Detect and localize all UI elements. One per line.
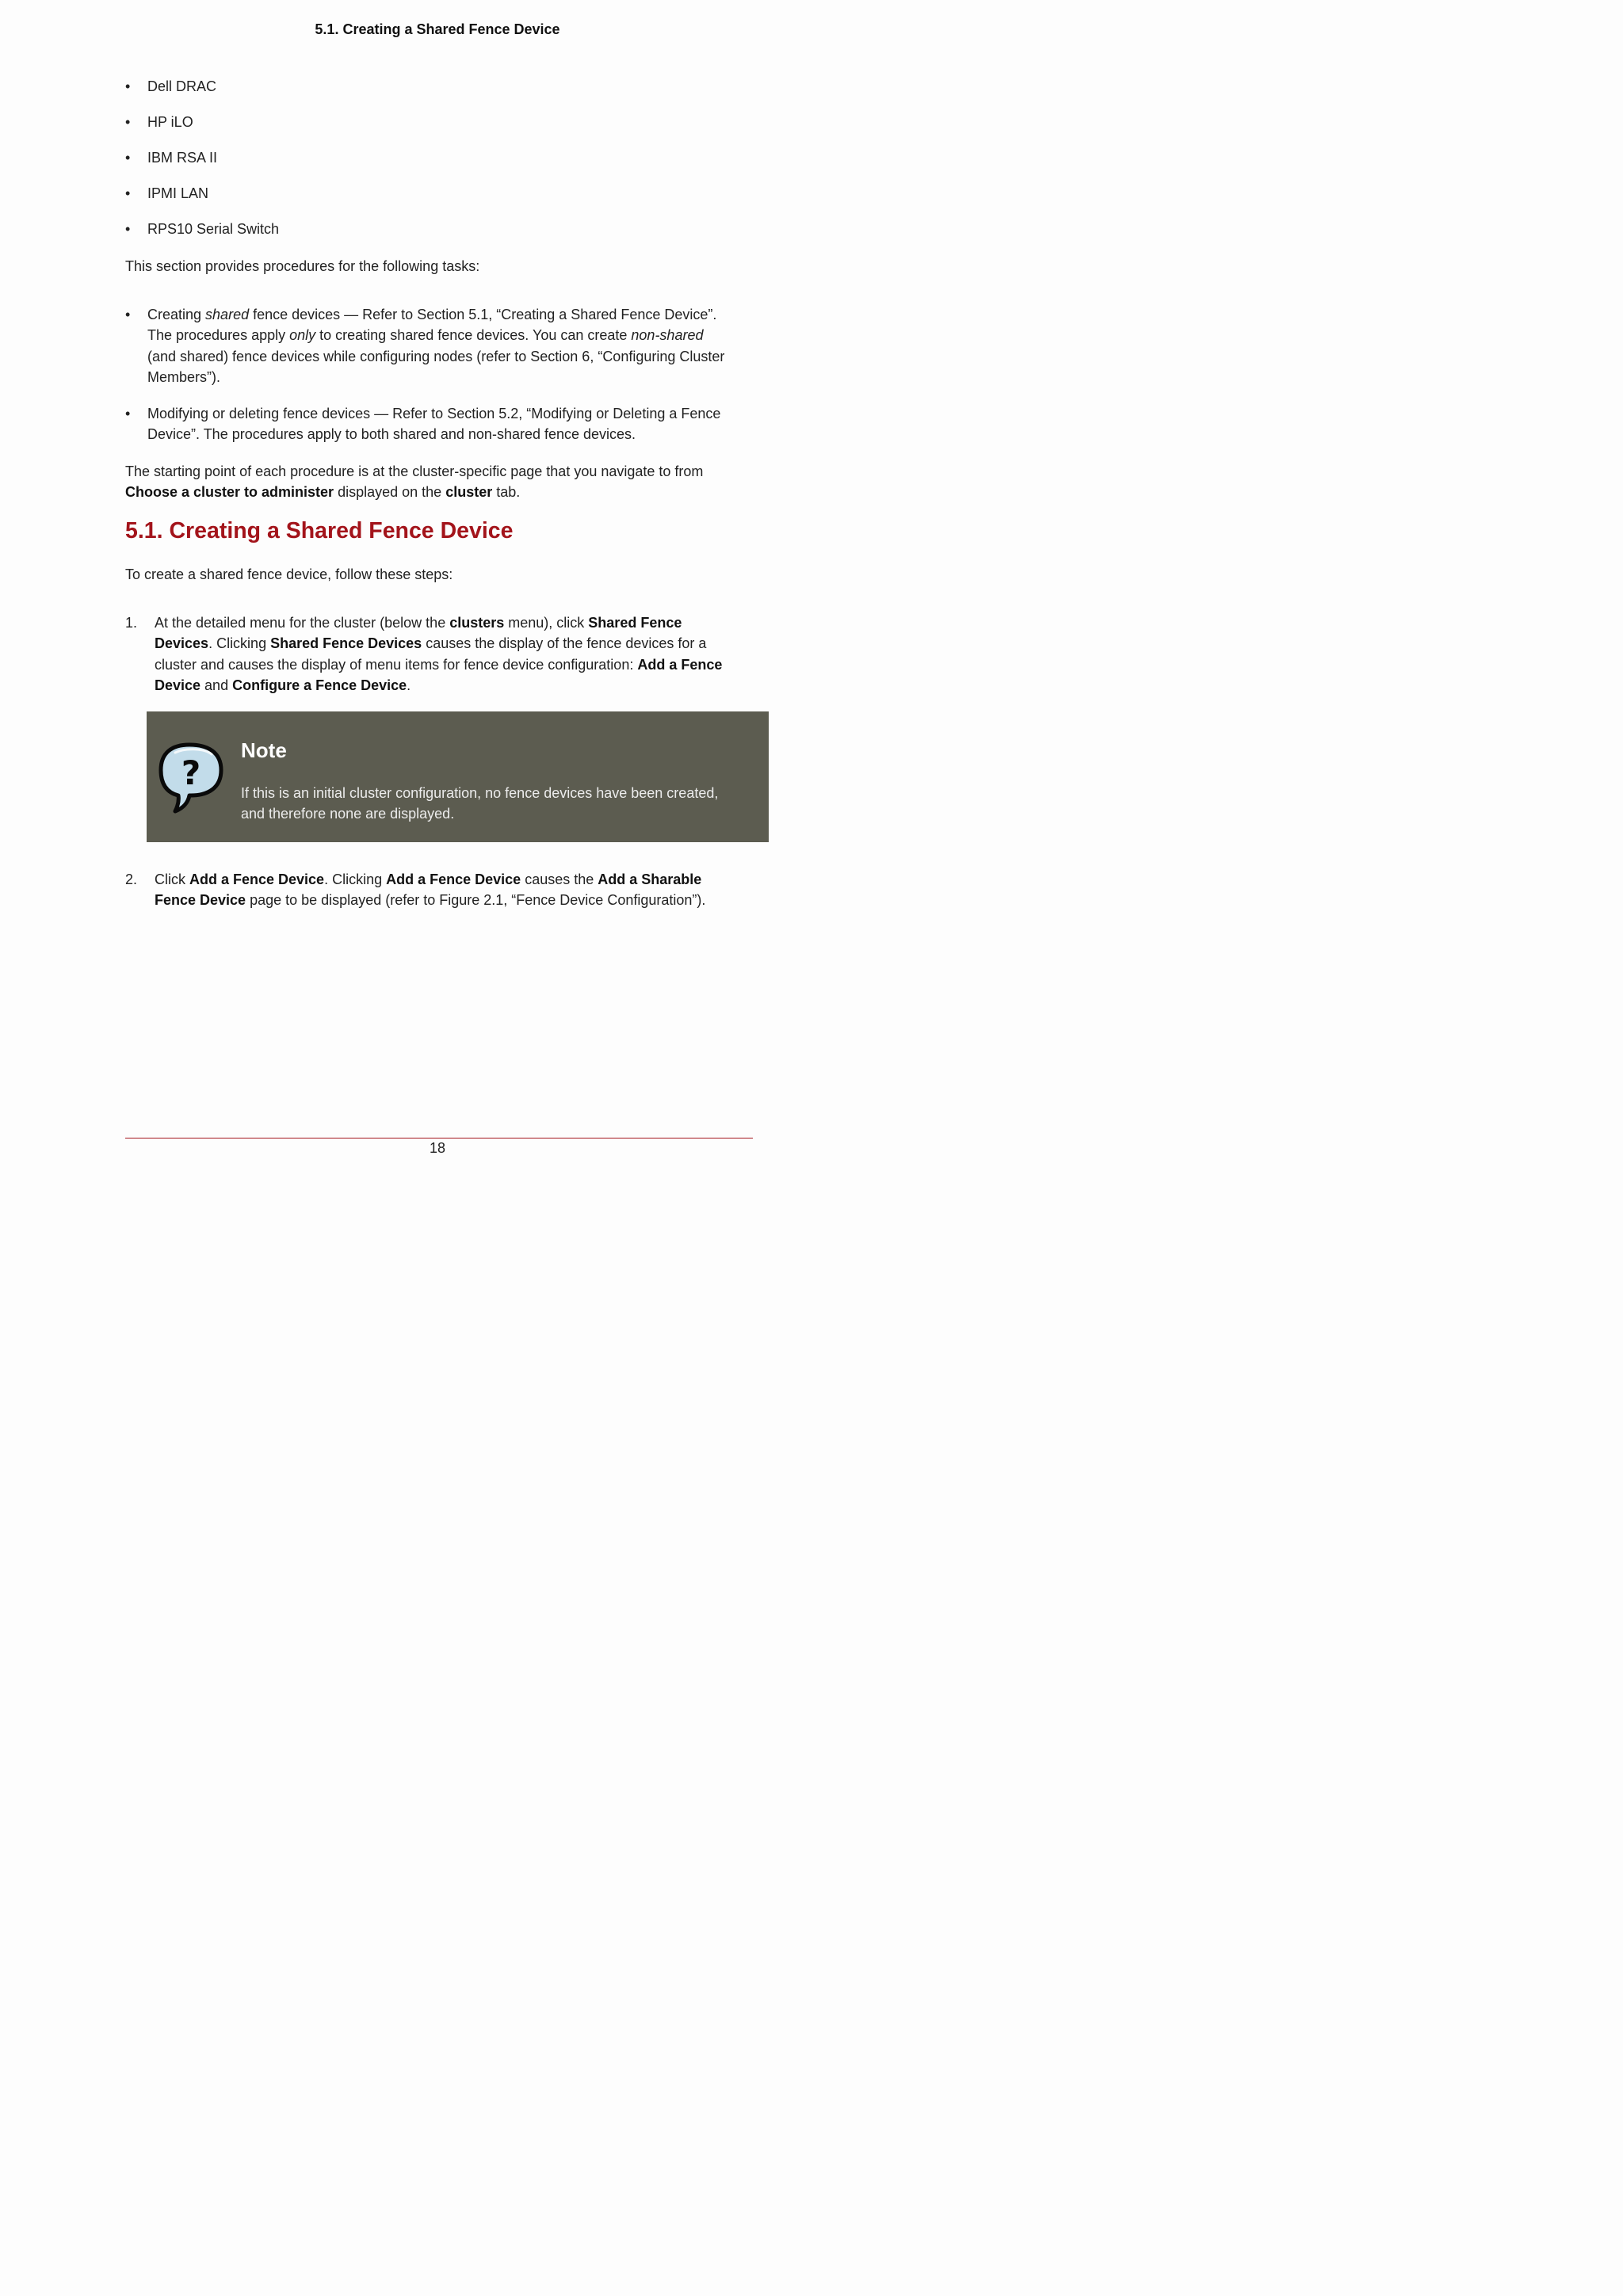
list-item: Dell DRAC	[147, 78, 217, 94]
intro-paragraph: This section provides procedures for the following tasks:	[125, 258, 480, 274]
bullet: •	[125, 307, 131, 322]
running-header: 5.1. Creating a Shared Fence Device	[315, 21, 560, 37]
bullet: •	[125, 78, 131, 94]
list-item: HP iLO	[147, 114, 193, 130]
list-item: IBM RSA II	[147, 150, 218, 166]
step-number: 1.	[125, 615, 138, 631]
text-line: Devices. Clicking Shared Fence Devices causes the display of the fence devices for a	[155, 635, 707, 652]
text-line: Members”).	[147, 369, 221, 386]
task-item-create	[147, 304, 758, 388]
text-line: Choose a cluster to administer displayed on the cluster tab.	[125, 484, 521, 501]
note-title: Note	[241, 738, 287, 762]
text-line: Creating shared fence devices — Refer to Section 5.1, “Creating a Shared Fence Device”.	[147, 307, 717, 322]
question-glyph: ?	[181, 753, 201, 792]
bullet: •	[125, 406, 131, 421]
text-line: and therefore none are displayed.	[241, 806, 455, 822]
page-number: 18	[429, 1140, 446, 1156]
text-line: (and shared) fence devices while configuring nodes (refer to Section 6, “Configuring Cluster	[147, 348, 725, 364]
step-1	[155, 612, 757, 696]
text-line: cluster and causes the display of menu items for fence device configuration: Add a Fence	[155, 656, 723, 673]
bullet: •	[125, 185, 131, 201]
note-box	[147, 711, 769, 842]
bullet: •	[125, 150, 131, 166]
bullet: •	[125, 114, 131, 130]
text-line: Click Add a Fence Device. Clicking Add a Fence Device causes the Add a Sharable	[155, 871, 702, 887]
text-line: If this is an initial cluster configuration, no fence devices have been created,	[241, 785, 719, 801]
note-text	[241, 783, 748, 825]
text-line: Device”. The procedures apply to both shared and non-shared fence devices.	[147, 426, 636, 443]
section-intro: To create a shared fence device, follow these steps:	[125, 566, 453, 582]
question-bubble-icon	[158, 742, 224, 818]
section-title: 5.1. Creating a Shared Fence Device	[125, 518, 514, 543]
list-item: RPS10 Serial Switch	[147, 221, 280, 237]
text-line: Device and Configure a Fence Device.	[155, 677, 411, 694]
step-number: 2.	[125, 871, 138, 887]
text-line: The procedures apply only to creating shared fence devices. You can create non-shared	[147, 327, 704, 344]
starting-point-paragraph	[125, 461, 751, 503]
bullet: •	[125, 221, 131, 237]
list-item: IPMI LAN	[147, 185, 209, 201]
text-line: At the detailed menu for the cluster (below the clusters menu), click Shared Fence	[155, 615, 682, 631]
step-2	[155, 869, 757, 911]
text-line: Modifying or deleting fence devices — Refer to Section 5.2, “Modifying or Deleting a Fence	[147, 406, 721, 421]
text-line: The starting point of each procedure is at the cluster-specific page that you navigate to from	[125, 463, 704, 479]
text-line: Fence Device page to be displayed (refer to Figure 2.1, “Fence Device Configuration”).	[155, 892, 706, 909]
task-item-modify	[147, 403, 758, 445]
